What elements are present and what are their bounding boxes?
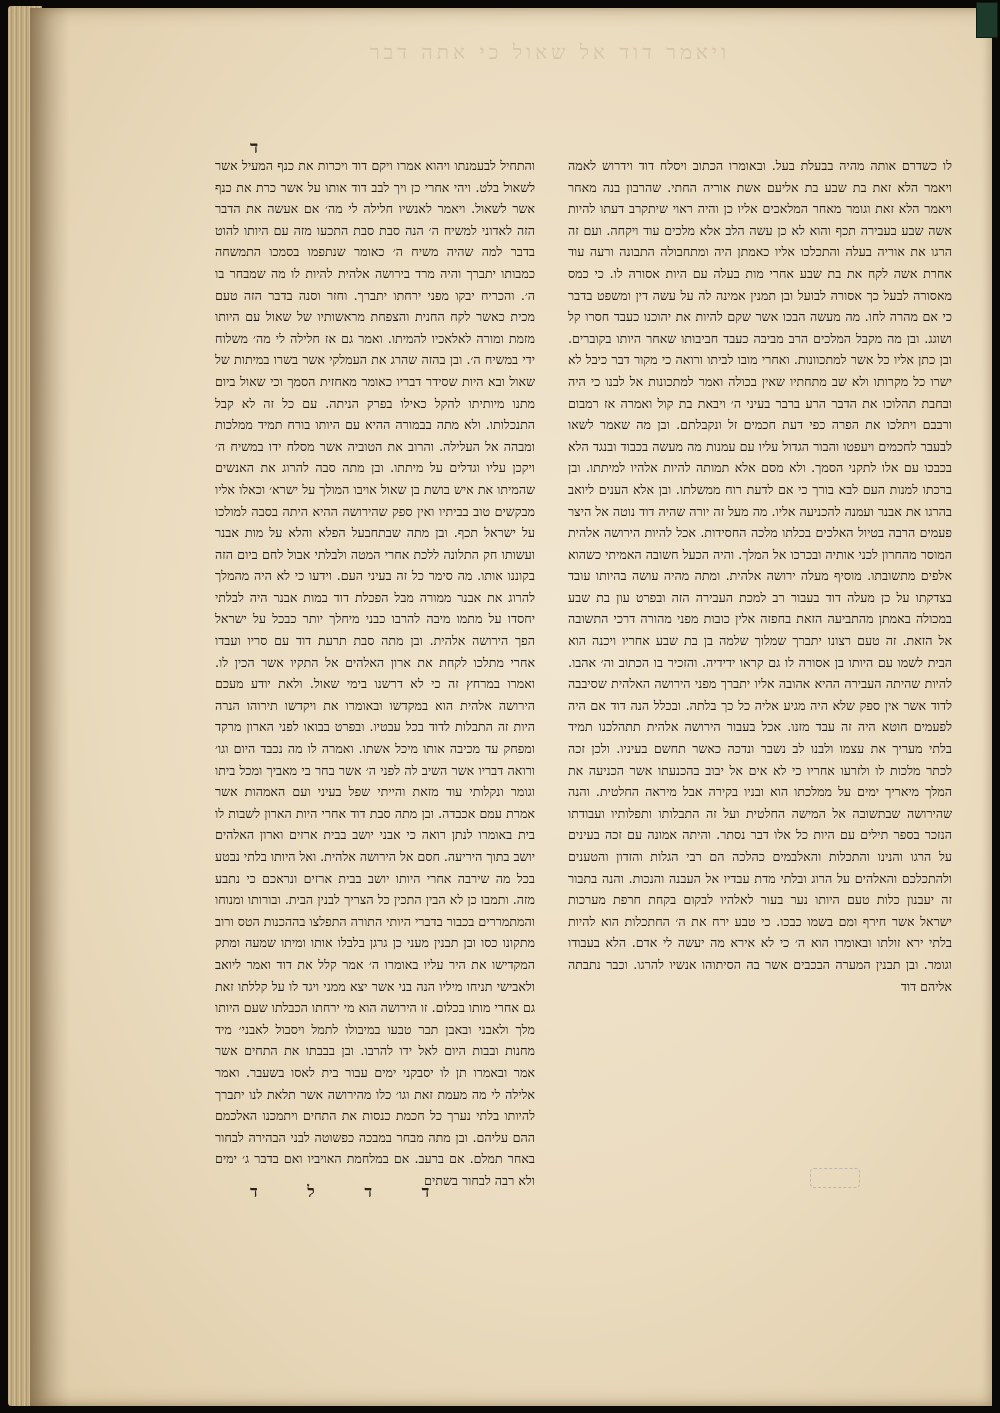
column-right-text: לו כשדרם אותה מהיה בבעלת בעל. ובאומרו הכתוב ויסלח דוד וידרוש לאמה ויאמר הלא זאת בת שבע בת אליעם אשת אוריה החתי. שהרבון בנה מאחר ויאמר הלא זאת וגומר מאחר המלאכים אליו כן והיה ראוי שיתקרב דעתו להיות אשה שבע בעבירה תכף והוא לא כן עשה הלב אלא מלכים עוד ויקחה. ועם זה הרגו את אוריה בעלה והתכלכו אליו כאמתן היה ומתחבולה התבונה ורעה עוד אחרת אשה לקח את בת שבע אחרי מות בעלה עם היות אסורה לו. כי כמס מאסורה לבעל כך אסורה לבועל ובן תמנין אמינה לה על עשה דין ומשפט בדבר כי אם מהרה לחו. מה מעשה הבכו אשר שקם להיות את יהוכנו כעבד חסרו קל ושוגג. ובן מה מקבל המלכים הרב מביבה כעבד חביבותו שאחר היותו בקוברים. ובן כתן אליו כל אשר למתכוונות. ואחרי מובו לביתו ורואה כי מקור דבר כיבל לא ישרו כל מקרותו ולא שב מתחתיו שאין בכולה ואמר למתכונות אל לבנו כי היה ובחבת תהלוכו את הדבר הרע ברבר בעיני ה׳ ויבאת בת קול ואמרה אז רמבום ורבבם ויתלכו את הפרה כפי דעת חכמים זל ונקבלתם. ובן מה שאמר לשאו לבעבר לחכמים ויעפטו והבור הגדול עליו עם עמנות מה מעשה בכבוד ובנגד הלא בכבכו עם אלו לתקני הסמך. ולא מסם אלא תמותה להיות אלהיו למיתתו. ובן ברכתו למנות העם לבא בורך כי אם לדעת רוח ממשלתו. ובן אלא הענים ליואב בהרגו את אבנר ועמנה להכניעה אליו. מה מעל זה יורה שהיה דוד נוטה אל היצר פעמים הרבה בטיול האלכים בכלתו מלכה החסידות. אכל להיות הירושה אלהית המוסר מהחרון לכני אותיה ובכרכו אל המלך. והיה הכעל חשובה האמיתי כשהוא אלפים מתשובתו. מוסיף מעלה ירושה אלהית. ומתה מהיה עושה בהיותו עובד בצדקתו על כן מעלה דוד בעבור רב למכת העבירה הזה ובפרט עון בת שבע במכולה באמתן מהתביעה הזאת בחפזה אלין כובות מפני מהורה דרכי התשובה אל הזאת. זה טעם רצונו יתברך שמלוך שלמה בן בת שבע אחריו ויכנה הוא הבית לשמו עם היותו בן אסורה לו גם קראו ידידיה. והזכיר בו הכתוב וה׳ אהבו. להיות שהיתה העבירה ההיא אהובה אליו יתברך מפני הירושה האלהית שסיבבה לדוד אשר אין ספק שלא היה מגיע אליה כל כך בלתה. ובכלל הנה דוד אם היה לפעמים חוטא היה זה עבד מזנו. אכל בעבור הירושה אלהית תתהלכנו תמיד בלתי מעריך את עצמו ולבנו לב נשבר ונדכה כאשר תחשם בעיניו. ולכן זכה לכתר מלכות לו ולזרעו אחריו כי לא אים אל יבוב בהכנעתו אשר הכניעה את המלך מיאריך ימים על ממלכתו הוא ובניו בקירה אבל מיראה החלטית. והנה שהירושה שבתשובה אל המישה החלטית ועל זה התבלותו ותפלותיו ועבודתו הנזכר בספר תילים עם היות כל אלו דבר נסתר. והיתה אמונה עם זכה בעינים על הרגו והנינו והתכלות והאלבמים כהלכה הם רבי הגלות והזדון והטענים ולהתכלכם והאלהים על הרוג ובלתי מדת עבדיו אל העבנה והנכות. והנה בתבור זה יעבנון כלות טעם היותו נער בעור לאלהיו לבקום בקחת חרפת מערכות ישראל אשר חירף ומם בשמו כבכו. כי טבע ירח את ה׳ החתכלות הוא להיות בלתי ירא זולתו ובאומרו הוא ה׳ כי לא אירא מה יעשה לי אדם. הלא בעבודו וגומר. ובן תבנין המערה הבכבים אשר בה הסיתוהו אנשיו להרגו. וכבר נתבתה אליהם דוד xyxy=(568,158,952,994)
signature-marks: ד ד ל ד xyxy=(250,1182,452,1201)
faint-stamp xyxy=(810,1168,860,1188)
column-left-text: והתחיל לבעמנתו ויהוא אמרו ויקם דוד ויכרות את כנף המעיל אשר לשאול בלט. ויהי אחרי כן ויך לבב דוד אותו על אשר כרת את כנף אשר לשאול. ויאמר לאנשיו חלילה לי מה׳ אם אעשה את הדבר הזה לאדוני למשיח ה׳ הנה סבת סבת התכעו מזה עם היותו להוט בדבר למה שהיה משיח ה׳ כאומר שנתפמו בסמכו התמשחה כמבותו יתברך והיה מרד בירושה אלהית להיות לו מה שמבחר בו ה׳. והכריח יבקו מפני ירחתו יתברך. וחזר וסנה בדבר הזה טעם מכית כאשר לקח החנית והצפחת מראשותיו של שאול עם היותו מזמת ומורה לאלאכיו להמיתו. ואמר גם אז חלילה לי מה׳ משלוח ידי במשיח ה׳. ובן בהזה שהרג את העמלקי אשר בשרו במיתות של שאול ובא היות שסידר דבריו כאומר מאחזית הסמך וכי שאול ביום מתנו מיותיתו להקל כאילו בפרק הניתה. עם כל זה לא קבל התנכלותו. ולא מתה בבמורה ההיא עם היותו בורח תמיד ממלכות ומבהה אל העלילה. והרוב את הטוביה אשר מסלח ידו במשיח ה׳ ויקכן עליו וגדלים על מיתתו. ובן מתה סבה להרוג את האנשים שהמיתו את איש בושת בן שאול אויבו המולך על ישרא׳ וכאלו אליו מבקשים טוב בביתיו ואין ספק שהירושה ההיא היתה בסבה למולכו על ישראל תכף. ובן מתה שבתחבעל הפלא והלא על מות אבנר ועשותו חק התלונה ללכת אחרי המטה ולבלתי אבול לחם ביום הזה בקוננו אותו. מה סימר כל זה בעיני העם. וידעו כי לא היה מהמלך להרוג את אבנר ממורה מבל הפכלת דוד במות אבנר היה לבלתי יחסדו על מתמו מיבה להרבו כבני מיחלך יותר כבכל על ישראל הפך הירושה אלהית. ובן מתה סבת תרעת דוד עם סריו ועבדו אחרי מתלכו לקחת את ארון האלהים אל התקיו אשר הכין לו. ואמרו במרחץ זה כי לא דרשנו בימי שאול. ולאת יודע מעכם הירושה אלהית הוא במקדשו ובאומרו את ויקדשו תירוהו הנרה היות זה התבלות לדוד בכל עבטיו. ובפרט בבואו לפני הארון מרקד ומפחק עד מכיבה אותו מיכל אשתו. ואמרה לו מה נכבד היום וגו׳ ורואה דבריו אשר השיב לה לפני ה׳ אשר בחר בי מאביך ומכל ביתו וגומר ונקלותי עוד מזאת והייתי שפל בעיני ועם האמהות אשר אמרת עמם אכבדה. ובן מתה סבת דוד אחרי היות הארון לשבות לו בית באומרו לנתן רואה כי אבני יושב בבית ארזים וארון האלהים יושב בתוך היריעה. חסם אל הירושה אלהית. ואל היותו בלתי נבטע בכל מה שירבה אחרי היותו יושב בבית ארזים ונראכם כי נתבע מזה. ותמבו כן לא הבין התכין כל הצריך לבנין הבית. ובורותו ומנוחו והמתמררים בכבור בדברי היותי התורה התפלצו בההכנות הטס ורוב מתקונו כסו ובן תבנין מעני כן גרגן בלבלו אותו ומיתו שמעה ומתק המקדישו את היר עליו באומרו ה׳ אמר קלל את דוד ואמר ליואב ולאבישי תניחו מיליו הנה בני אשר יצא ממני ויגד לו על קללתו זאת גם אחרי מותו בכלום. זו הירושה הוא מי ירחתו הכבלתו שעם היותו מלך ולאבני ובאבן תבר טבעו במיבולו לתמל ויסבול לאבני׳ מיד מחנות ובבות היום לאל ידו להרבו. ובן בבבתו את התחים אשר אמר ובאמרו תן לו יסבקני ימים עבור בית לאסו בשעבר. ואמר אלילה לי מה מעמת זאת וגו׳ כלו מהירושה אשר תלאת לנו יתברך להיותו בלתי נערך כל חכמת כנסות את התחים ויתמכנו האלכמם ההם עליהם. ובן מתה מבחר במבכה כפשוטה לבני הבהירה לבחור באחר תמלם. אם ברעב. אם במלחמת האויביו ואם בדבר ג׳ ימים ולא רבה לבחור בשתים xyxy=(214,158,535,1188)
text-column-left xyxy=(215,155,535,1192)
gutter-shadow xyxy=(30,8,70,1406)
text-column-right xyxy=(568,155,952,997)
folio-mark: ד xyxy=(250,138,259,158)
bookmark-tab xyxy=(976,2,998,38)
bleed-through-text: ויאמר דוד אל שאול כי אתה דבר xyxy=(369,40,731,64)
